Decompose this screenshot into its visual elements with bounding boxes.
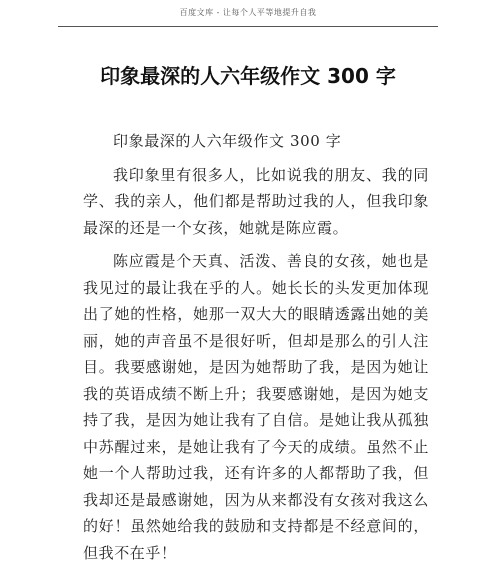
document-title: 印象最深的人六年级作文 300 字 [100, 64, 396, 88]
paragraph-2: 陈应霞是个天真、活泼、善良的女孩，她也是我见过的最让我在乎的人。她长长的头发更加体现出了她的性格，她那一双大大的眼睛透露出她的美丽，她的声音虽不是很好听，但却是那么的引人注目。我要感谢她，是因为她帮助了我，是因为她让我的英语成绩不断上升；我要感谢她，是因为她支持了我，是因为她让我有了自信。是她让我从孤独中苏醒过来，是她让我有了今天的成绩。虽然不止她一个人帮助过我，还有许多的人都帮助了我，但我却还是最感谢她，因为从来都没有女孩对我这么的好！虽然她给我的鼓励和支持都是不经意间的，但我不在乎！ [83, 252, 429, 562]
header-text: 百度文库 - 让每个人平等地提升自我 [179, 8, 317, 17]
document-body [83, 128, 429, 566]
document-subtitle: 印象最深的人六年级作文 300 字 [113, 132, 342, 150]
paragraph-1: 我印象里有很多人，比如说我的朋友、我的同学、我的亲人，他们都是帮助过我的人，但我印象最深的还是一个女孩，她就是陈应霞。 [83, 165, 429, 237]
page-header [58, 0, 438, 27]
